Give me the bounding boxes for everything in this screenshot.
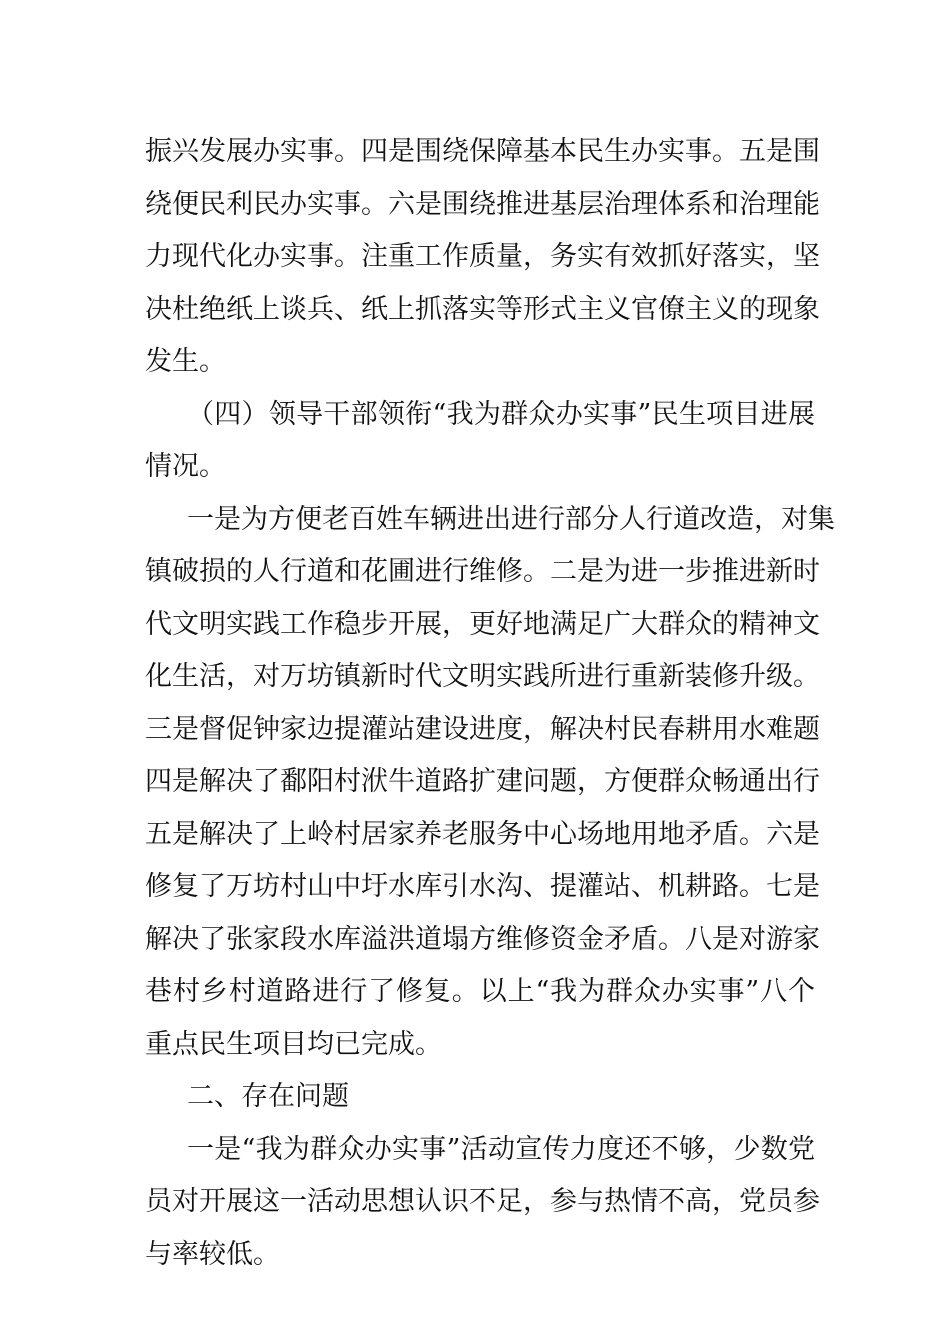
text-line: 三是督促钟家边提灌站建设进度，解决村民春耕用水难题 — [145, 713, 820, 745]
text-line: 一是为方便老百姓车辆进出进行部分人行道改造，对集 — [187, 503, 835, 535]
document-body — [145, 126, 835, 1281]
text-line: 代文明实践工作稳步开展，更好地满足广大群众的精神文 — [145, 608, 820, 640]
section-heading: 二、存在问题 — [187, 1081, 349, 1112]
text-line: 化生活，对万坊镇新时代文明实践所进行重新装修升级。 — [145, 661, 820, 692]
text-line: 决杜绝纸上谈兵、纸上抓落实等形式主义官僚主义的现象 — [145, 293, 820, 325]
text-line: 绕便民利民办实事。六是围绕推进基层治理体系和治理能 — [145, 188, 820, 220]
text-line: 力现代化办实事。注重工作质量，务实有效抓好落实，坚 — [145, 241, 820, 272]
text-line: 一是“我为群众办实事”活动宣传力度还不够，少数党 — [187, 1133, 815, 1165]
text-line: 振兴发展办实事。四是围绕保障基本民生办实事。五是围 — [145, 136, 820, 167]
text-line: 发生。 — [145, 346, 226, 377]
text-line: 镇破损的人行道和花圃进行维修。二是为进一步推进新时 — [145, 556, 820, 587]
text-line: 四是解决了鄱阳村洑牛道路扩建问题，方便群众畅通出行 — [145, 766, 820, 797]
text-line: 修复了万坊村山中圩水库引水沟、提灌站、机耕路。七是 — [145, 871, 820, 902]
text-line: 解决了张家段水库溢洪道塌方维修资金矛盾。八是对游家 — [145, 923, 820, 955]
text-line: 情况。 — [145, 451, 226, 482]
text-line: 重点民生项目均已完成。 — [145, 1028, 442, 1060]
text-line: 巷村乡村道路进行了修复。以上“我为群众办实事”八个 — [145, 976, 815, 1007]
text-line: 员对开展这一活动思想认识不足，参与热情不高，党员参 — [145, 1186, 820, 1217]
section-heading: （四）领导干部领衔“我为群众办实事”民生项目进展 — [187, 398, 815, 430]
text-line: 与率较低。 — [145, 1238, 280, 1270]
text-line: 五是解决了上岭村居家养老服务中心场地用地矛盾。六是 — [145, 818, 820, 850]
